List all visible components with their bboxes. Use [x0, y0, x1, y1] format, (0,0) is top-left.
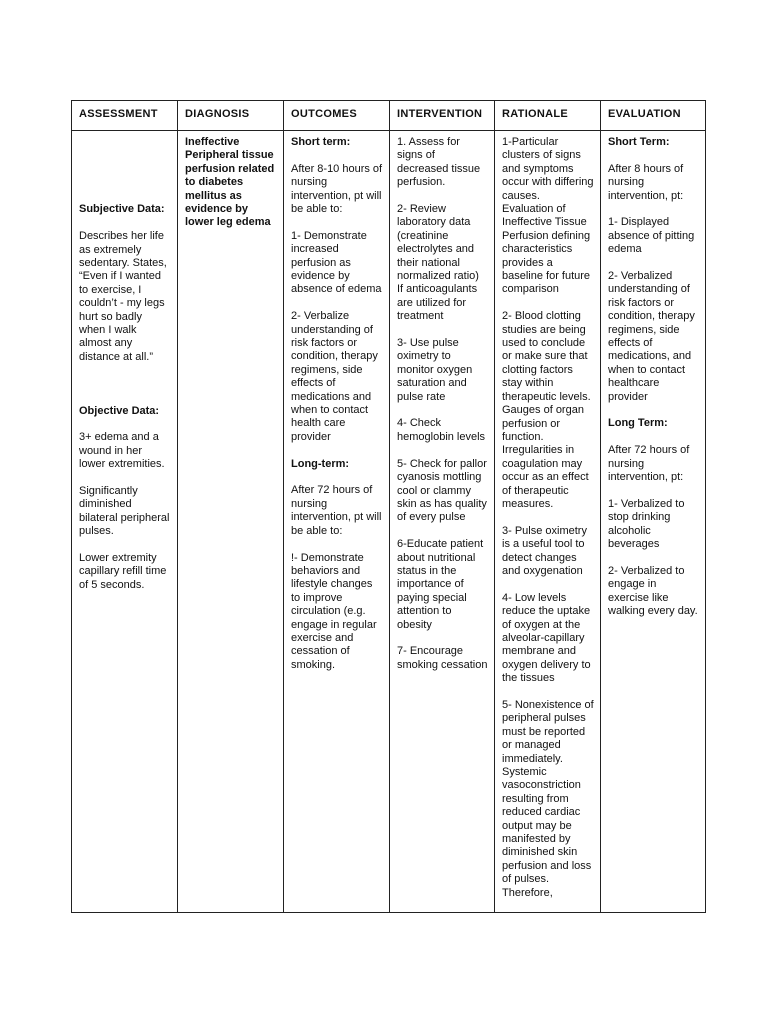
- short-term-heading: Short term:: [291, 136, 351, 148]
- evaluation-cell: [601, 131, 706, 913]
- intervention-item: 4- Check hemoglobin levels: [397, 417, 486, 443]
- rationale-item: 3- Pulse oximetry is a useful tool to detect changes and oxygenation: [502, 524, 587, 577]
- short-term-outcome: 2- Verbalize understanding of risk factors or condition, therapy regimens, side effects of medications and when to contact health care provider: [291, 310, 378, 443]
- header-assessment: ASSESSMENT: [72, 101, 178, 131]
- assessment-cell: [72, 131, 178, 913]
- header-intervention: INTERVENTION: [390, 101, 495, 131]
- header-row: [72, 101, 706, 131]
- objective-data-item: Significantly diminished bilateral peripheral pulses.: [79, 485, 170, 538]
- short-term-intro: After 8-10 hours of nursing intervention, pt will be able to:: [291, 162, 383, 216]
- header-rationale: RATIONALE: [495, 101, 601, 131]
- short-term-outcome: 1- Demonstrate increased perfusion as evidence by absence of edema: [291, 229, 382, 296]
- nursing-diagnosis-text: Ineffective Peripheral tissue perfusion related to diabetes mellitus as evidence by lower leg edema: [185, 136, 275, 229]
- long-term-outcome: !- Demonstrate behaviors and lifestyle changes to improve circulation (e.g. engage in regular exercise and cessation of smoking.: [291, 551, 377, 671]
- intervention-item: 1. Assess for signs of decreased tissue perfusion.: [397, 136, 481, 189]
- objective-data-heading: Objective Data:: [79, 404, 160, 417]
- intervention-item: 3- Use pulse oximetry to monitor oxygen saturation and pulse rate: [397, 337, 473, 403]
- rationale-item: 2- Blood clotting studies are being used to conclude or make sure that clotting factors stay within therapeutic levels. Gauges of organ perfusion or function. Irregularities in coagulation may occur as an effect of therapeutic measures.: [502, 310, 591, 510]
- evaluation-short-term-intro: After 8 hours of nursing intervention, pt:: [608, 162, 684, 202]
- evaluation-long-term-intro: After 72 hours of nursing intervention, pt:: [608, 444, 690, 484]
- evaluation-short-term-heading: Short Term:: [608, 136, 670, 148]
- intervention-item: 6-Educate patient about nutritional status in the importance of paying special attention to obesity: [397, 538, 484, 631]
- outcomes-cell: [284, 131, 390, 913]
- header-evaluation: EVALUATION: [601, 101, 706, 131]
- long-term-intro: After 72 hours of nursing intervention, pt will be able to:: [291, 484, 382, 537]
- evaluation-item: 1- Displayed absence of pitting edema: [608, 216, 695, 256]
- intervention-item: 7- Encourage smoking cessation: [397, 645, 488, 671]
- rationale-item: 1-Particular clusters of signs and symptoms occur with differing causes. Evaluation of Ineffective Tissue Perfusion defining characteristics provides a baseline for future comparison: [502, 136, 594, 296]
- evaluation-item: 1- Verbalized to stop drinking alcoholic beverages: [608, 497, 685, 551]
- intervention-item: 5- Check for pallor cyanosis mottling cool or clammy skin as has quality of every pulse: [397, 457, 487, 524]
- subjective-data-text: Describes her life as extremely sedentary. States, “Even if I wanted to exercise, I couldn’t - my legs hurt so badly when I walk almost any distance at all.”: [79, 230, 167, 363]
- rationale-item: 5- Nonexistence of peripheral pulses must be reported or managed immediately. Systemic vasoconstriction resulting from reduced cardiac output may be manifested by diminished skin perfusion and loss of pulses. Therefore,: [502, 699, 594, 899]
- objective-data-item: 3+ edema and a wound in her lower extremities.: [79, 431, 165, 471]
- evaluation-item: 2- Verbalized to engage in exercise like walking every day.: [608, 564, 698, 618]
- diagnosis-cell: [178, 131, 284, 913]
- rationale-cell: [495, 131, 601, 913]
- header-diagnosis: DIAGNOSIS: [178, 101, 284, 131]
- intervention-item: 2- Review laboratory data (creatinine electrolytes and their national normalized ratio) If anticoagulants are utilized for treatment: [397, 203, 479, 323]
- evaluation-item: 2- Verbalized understanding of risk factors or condition, therapy regimens, side effects of medications, and when to contact healthcare provider: [608, 270, 695, 403]
- objective-data-item: Lower extremity capillary refill time of 5 seconds.: [79, 552, 167, 591]
- header-outcomes: OUTCOMES: [284, 101, 390, 131]
- long-term-heading: Long-term:: [291, 457, 350, 470]
- rationale-item: 4- Low levels reduce the uptake of oxygen at the alveolar-capillary membrane and oxygen delivery to the tissues: [502, 591, 591, 685]
- evaluation-long-term-heading: Long Term:: [608, 417, 668, 430]
- care-plan-row: [72, 131, 706, 913]
- intervention-cell: [390, 131, 495, 913]
- subjective-data-heading: Subjective Data:: [79, 203, 165, 216]
- nursing-care-plan-table: [71, 100, 706, 913]
